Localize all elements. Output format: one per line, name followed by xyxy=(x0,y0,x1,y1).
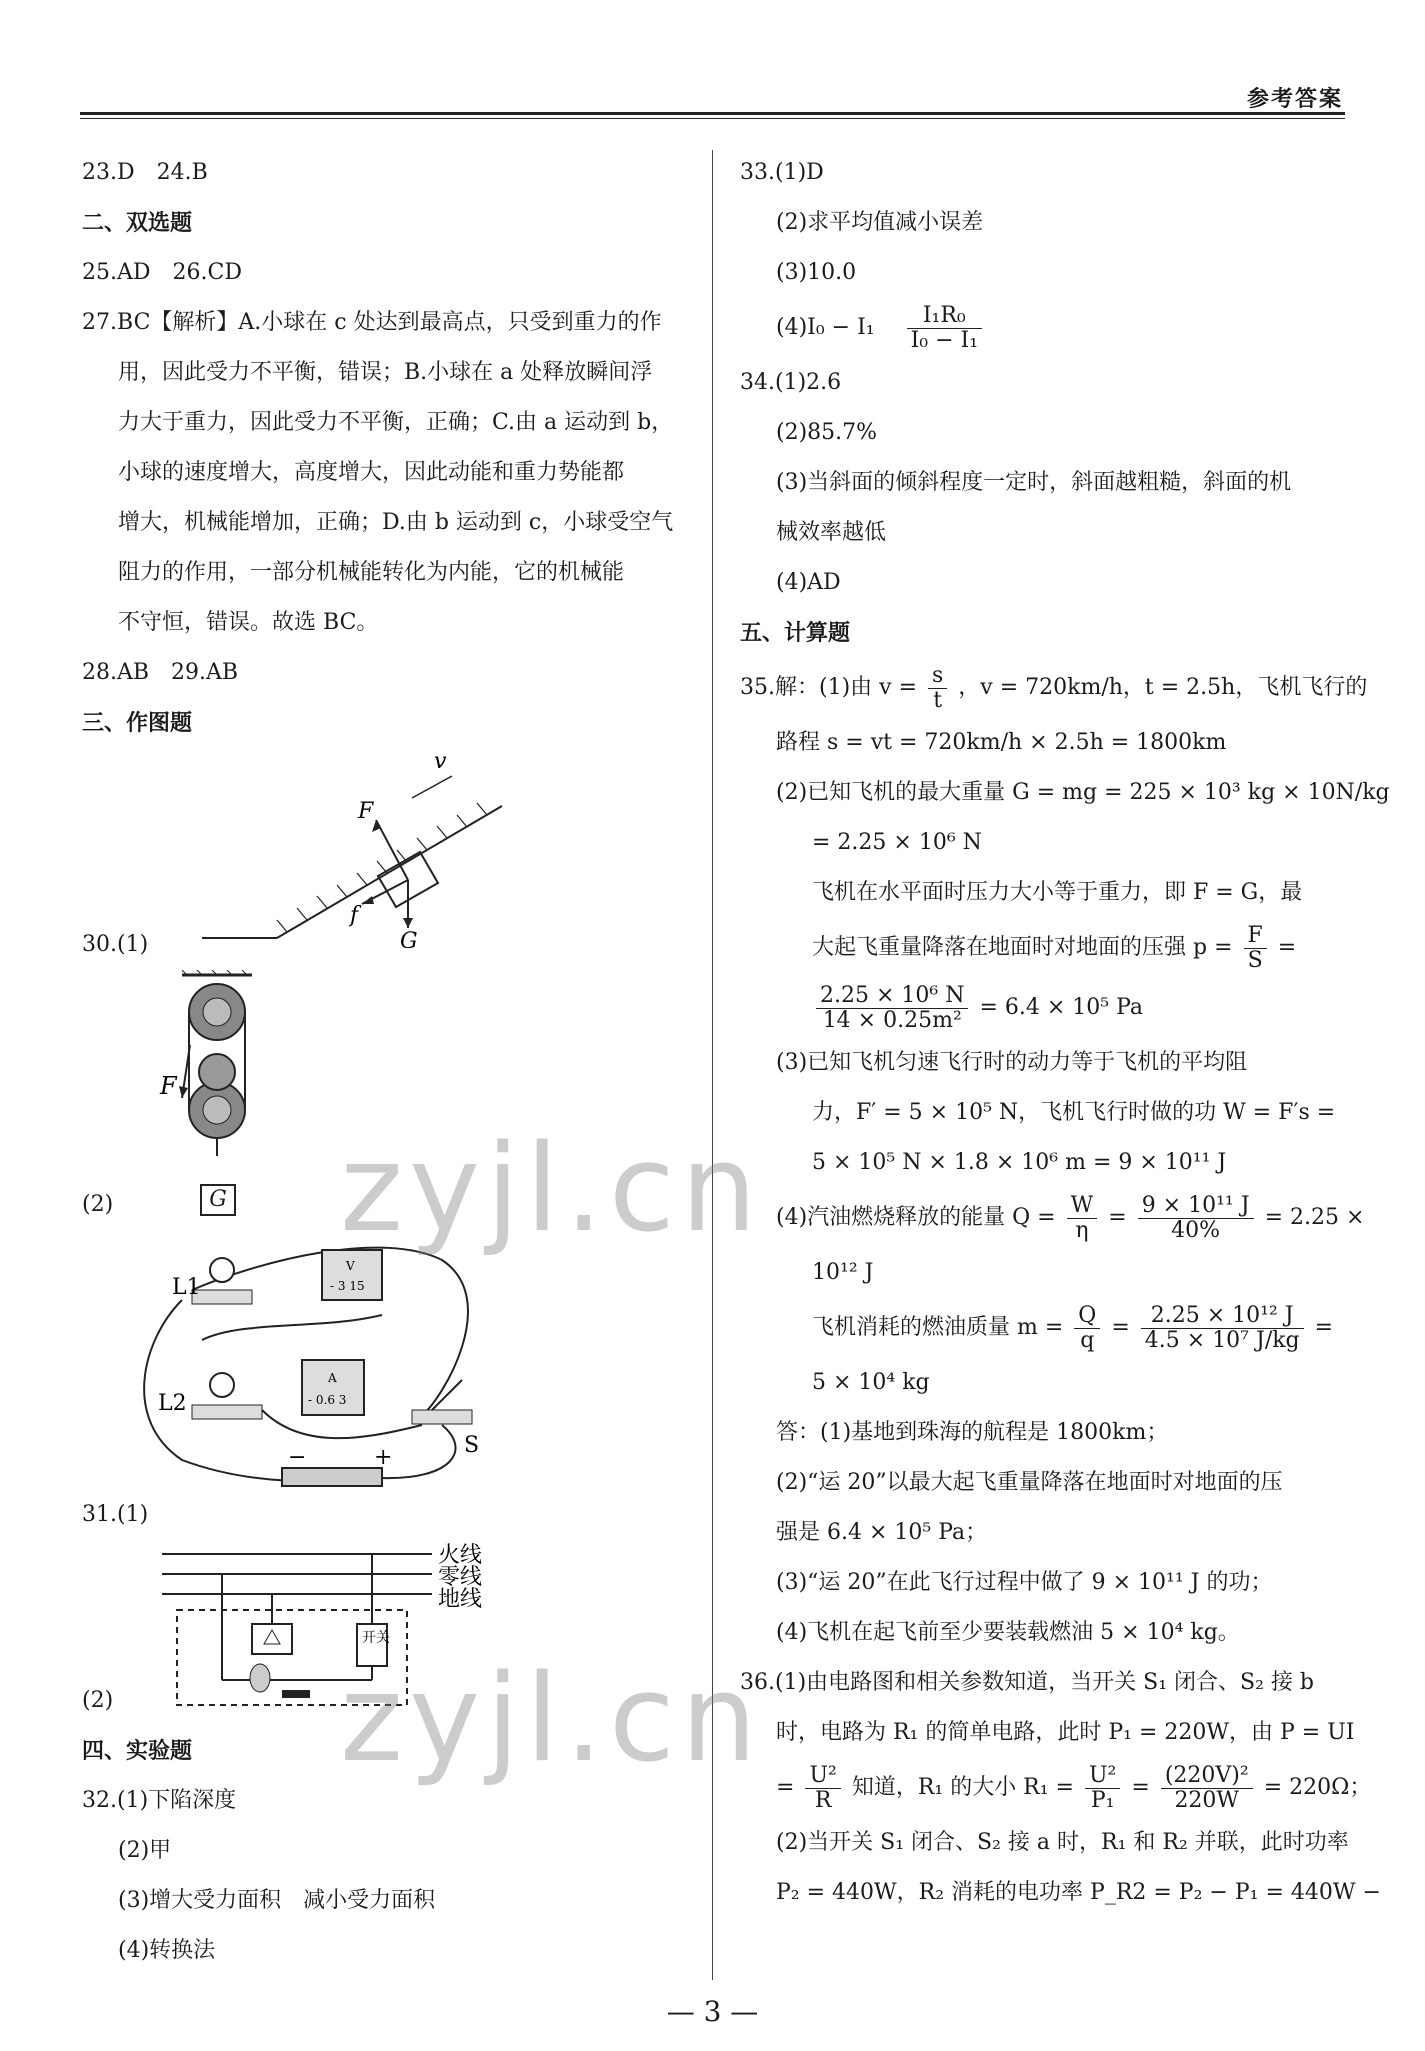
watermark: zyjl.cn xyxy=(340,1120,763,1259)
numerator: F xyxy=(1244,924,1267,949)
answer-line xyxy=(740,1758,1372,1818)
answer-line: (2)“运 20”以最大起飞重量降落在地面时对地面的压 xyxy=(776,1470,1283,1495)
header-rule-thin xyxy=(80,118,1345,119)
answer-line xyxy=(740,978,1345,1038)
numerator: s xyxy=(928,664,947,689)
answer-line: 阻力的作用，一部分机械能转化为内能，它的机械能 xyxy=(118,560,625,585)
pulley-F-label: F xyxy=(160,1072,177,1100)
denominator: 220W xyxy=(1174,1787,1240,1813)
answer-text: = xyxy=(1108,1205,1127,1230)
voltmeter-label: V xyxy=(346,1259,355,1273)
answer-line: 不守恒，错误。故选 BC。 xyxy=(118,610,379,635)
lamp-L1-label: L1 xyxy=(172,1275,201,1300)
answer-line xyxy=(740,298,1345,358)
answer-line: (3)已知飞机匀速飞行时的动力等于飞机的平均阻 xyxy=(776,1050,1248,1075)
section-heading: 四、实验题 xyxy=(82,1738,193,1764)
lamp-L2-label: L2 xyxy=(158,1391,187,1416)
answer-line: (3)当斜面的倾斜程度一定时，斜面越粗糙，斜面的机 xyxy=(776,470,1292,495)
answer-line: = 2.25 × 10⁶ N xyxy=(812,830,982,855)
denominator: P₁ xyxy=(1090,1787,1115,1813)
denominator: I₀ − I₁ xyxy=(910,327,979,353)
section-heading: 三、作图题 xyxy=(82,710,193,736)
neutral-wire-label: 零线 xyxy=(438,1565,483,1590)
fraction xyxy=(805,1764,840,1813)
answer-line: (3)10.0 xyxy=(776,260,857,285)
fraction xyxy=(928,664,947,713)
denominator: S xyxy=(1247,947,1263,973)
answer-line: (3)增大受力面积 减小受力面积 xyxy=(118,1888,436,1913)
force-F-label: F xyxy=(358,799,374,824)
answer-line: (4)AD xyxy=(776,570,841,595)
numerator: 2.25 × 10⁶ N xyxy=(816,984,968,1009)
numerator: (220V)² xyxy=(1161,1764,1253,1789)
answer-line: 小球的速度增大，高度增大，因此动能和重力势能都 xyxy=(118,460,625,485)
numerator: W xyxy=(1067,1194,1098,1219)
answer-line: 强是 6.4 × 10⁵ Pa； xyxy=(776,1520,988,1545)
answer-line: 力，F′ = 5 × 10⁵ N，飞机飞行时做的功 W = F′s = xyxy=(812,1100,1336,1125)
answer-text: (4)汽油燃烧释放的能量 Q = xyxy=(776,1205,1056,1230)
ground-wire-label: 地线 xyxy=(438,1587,483,1612)
answer-text: ，v = 720km/h，t = 2.5h，飞机飞行的 xyxy=(958,675,1368,700)
answer-line: 31.(1) xyxy=(82,1502,149,1527)
answer-line: 30.(1) xyxy=(82,932,149,957)
answer-line: (4)转换法 xyxy=(118,1938,216,1963)
answer-line: 25.AD 26.CD xyxy=(82,260,242,285)
denominator: 40% xyxy=(1171,1217,1221,1243)
gravity-G-label: G xyxy=(400,929,418,948)
answer-line: 时，电路为 R₁ 的简单电路，此时 P₁ = 220W，由 P = UI xyxy=(776,1720,1355,1745)
answer-line: 33.(1)D xyxy=(740,160,824,185)
answer-line: 答：(1)基地到珠海的航程是 1800km； xyxy=(776,1420,1169,1445)
answer-line: 28.AB 29.AB xyxy=(82,660,239,685)
circuit-svg xyxy=(82,1220,682,1490)
fraction xyxy=(1244,924,1267,973)
fraction xyxy=(1067,1194,1098,1243)
ammeter-label: A xyxy=(328,1371,337,1385)
voltmeter-scale: - 3 15 xyxy=(330,1279,365,1293)
numerator: Q xyxy=(1074,1304,1100,1329)
answer-text: = 220Ω； xyxy=(1263,1775,1372,1800)
ammeter-scale: - 0.6 3 xyxy=(308,1393,347,1407)
numerator: 2.25 × 10¹² J xyxy=(1141,1304,1304,1329)
fraction xyxy=(1074,1304,1100,1353)
answer-line: 36.(1)由电路图和相关参数知道，当开关 S₁ 闭合、S₂ 接 b xyxy=(740,1670,1314,1695)
header-title: 参考答案 xyxy=(1246,86,1343,112)
incline-svg xyxy=(82,748,682,948)
answer-line: 5 × 10⁵ N × 1.8 × 10⁶ m = 9 × 10¹¹ J xyxy=(812,1150,1227,1175)
denominator: R xyxy=(814,1787,832,1813)
answer-text: = 6.4 × 10⁵ Pa xyxy=(979,995,1144,1020)
answer-line xyxy=(740,918,1345,978)
answer-line: 增大，机械能增加，正确；D.由 b 运动到 c，小球受空气 xyxy=(118,510,674,535)
answer-line: (3)“运 20”在此飞行过程中做了 9 × 10¹¹ J 的功； xyxy=(776,1570,1273,1595)
answer-line: (2) xyxy=(82,1688,114,1713)
numerator: U² xyxy=(1085,1764,1120,1789)
answer-line: (2)甲 xyxy=(118,1838,172,1863)
answer-line: 5 × 10⁴ kg xyxy=(812,1370,930,1395)
answer-text: 大起飞重量降落在地面时对地面的压强 p = xyxy=(812,935,1233,960)
answer-line: 路程 s = vt = 720km/h × 2.5h = 1800km xyxy=(776,730,1227,755)
answer-line: P₂ = 440W，R₂ 消耗的电功率 P_R2 = P₂ − P₁ = 440W − xyxy=(776,1880,1381,1905)
battery-plus-label: + xyxy=(374,1445,393,1470)
fraction xyxy=(816,984,968,1033)
denominator: q xyxy=(1080,1327,1095,1353)
answer-line: 27.BC【解析】A.小球在 c 处达到最高点，只受到重力的作 xyxy=(82,310,662,335)
battery-minus-label: − xyxy=(288,1445,307,1470)
answer-text: = xyxy=(1111,1315,1130,1340)
circuit-diagram xyxy=(82,1220,682,1490)
answer-line xyxy=(740,1188,1365,1248)
header-rule xyxy=(80,112,1345,115)
page-number: — 3 — xyxy=(666,1995,759,2028)
answer-text: = xyxy=(1277,935,1297,960)
denominator: t xyxy=(933,687,943,713)
answer-line: 力大于重力，因此受力不平衡，正确；C.由 a 运动到 b， xyxy=(118,410,674,435)
answer-text: 35.解：(1)由 v = xyxy=(740,675,917,700)
answer-line: (2)当开关 S₁ 闭合、S₂ 接 a 时，R₁ 和 R₂ 并联，此时功率 xyxy=(776,1830,1349,1855)
answer-line: (2) xyxy=(82,1192,114,1217)
section-heading: 二、双选题 xyxy=(82,210,193,236)
answer-line: 械效率越低 xyxy=(776,520,887,545)
fraction xyxy=(1138,1194,1254,1243)
numerator: I₁R₀ xyxy=(907,304,982,329)
denominator: η xyxy=(1075,1217,1089,1243)
velocity-label: v xyxy=(434,749,447,774)
right-column xyxy=(740,148,1390,1918)
answer-line: (2)85.7% xyxy=(776,420,878,445)
section-heading: 五、计算题 xyxy=(740,620,851,646)
watermark: zyjl.cn xyxy=(340,1650,763,1789)
switch-S-label: S xyxy=(464,1433,480,1458)
numerator: 9 × 10¹¹ J xyxy=(1138,1194,1254,1219)
answer-text: = 2.25 × xyxy=(1264,1205,1365,1230)
denominator: 14 × 0.25m² xyxy=(822,1007,962,1033)
answer-line: (2)已知飞机的最大重量 G = mg = 225 × 10³ kg × 10N/kg xyxy=(776,780,1390,805)
fraction xyxy=(907,304,982,353)
answer-line: 用，因此受力不平衡，错误；B.小球在 a 处释放瞬间浮 xyxy=(118,360,653,385)
answer-line: (2)求平均值减小误差 xyxy=(776,210,984,235)
answer-line: 23.D 24.B xyxy=(82,160,208,185)
incline-force-diagram xyxy=(82,748,682,948)
answer-line: 飞机在水平面时压力大小等于重力，即 F = G，最 xyxy=(812,880,1303,905)
live-wire-label: 火线 xyxy=(438,1543,483,1568)
answer-text: = xyxy=(1131,1775,1150,1800)
answer-text: = xyxy=(776,1775,795,1800)
answer-line: (4)飞机在起飞前至少要装载燃油 5 × 10⁴ kg。 xyxy=(776,1620,1240,1645)
answer-text: = xyxy=(1314,1315,1334,1340)
denominator: 4.5 × 10⁷ J/kg xyxy=(1144,1327,1300,1353)
numerator: U² xyxy=(805,1764,840,1789)
answer-text: 飞机消耗的燃油质量 m = xyxy=(812,1315,1064,1340)
answer-text: (4)I₀ − I₁ xyxy=(776,315,875,340)
answer-line xyxy=(740,1298,1345,1358)
answer-text: 知道，R₁ 的大小 R₁ = xyxy=(851,1775,1074,1800)
fraction xyxy=(1161,1764,1253,1813)
fraction xyxy=(1085,1764,1120,1813)
answer-line: 34.(1)2.6 xyxy=(740,370,842,395)
answer-line: 32.(1)下陷深度 xyxy=(82,1788,237,1813)
answer-line xyxy=(740,658,1368,718)
answer-line: 10¹² J xyxy=(812,1260,874,1285)
fraction xyxy=(1141,1304,1304,1353)
friction-f-label: f xyxy=(350,903,359,928)
weight-G-box: G xyxy=(200,1184,236,1216)
switch-label: 开关 xyxy=(362,1630,390,1646)
